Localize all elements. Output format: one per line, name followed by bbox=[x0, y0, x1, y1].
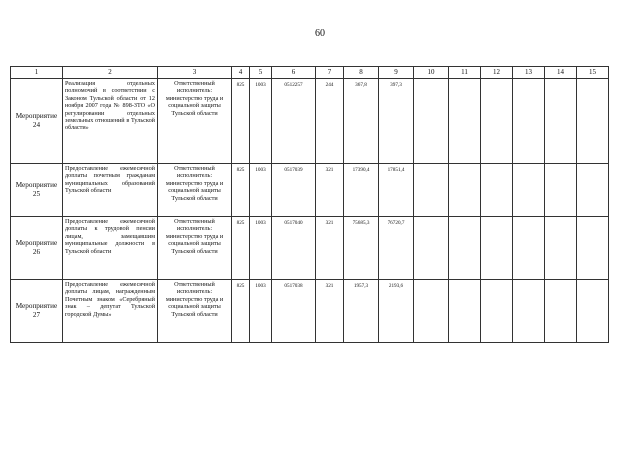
page-number: 60 bbox=[315, 28, 325, 39]
cell-expense-code: 321 bbox=[316, 164, 344, 217]
cell-amount-9: 76720,7 bbox=[379, 217, 414, 280]
cell-ministry-code: 825 bbox=[232, 164, 250, 217]
column-header: 1 bbox=[11, 67, 63, 79]
cell-amount-9: 397,3 bbox=[379, 79, 414, 164]
empty-cell bbox=[481, 280, 513, 343]
empty-cell bbox=[545, 79, 577, 164]
program-table bbox=[10, 66, 609, 343]
empty-cell bbox=[449, 164, 481, 217]
column-header: 11 bbox=[449, 67, 481, 79]
cell-section-code: 1003 bbox=[250, 79, 272, 164]
empty-cell bbox=[481, 79, 513, 164]
measure-label: Мероприятие 27 bbox=[11, 280, 63, 343]
column-header: 12 bbox=[481, 67, 513, 79]
measure-label: Мероприятие 24 bbox=[11, 79, 63, 164]
column-header: 15 bbox=[577, 67, 609, 79]
empty-cell bbox=[513, 280, 545, 343]
empty-cell bbox=[513, 164, 545, 217]
cell-amount-8: 1957,3 bbox=[344, 280, 379, 343]
cell-target-code: 0517039 bbox=[272, 164, 316, 217]
measure-description: Реализация отдельных полномочий в соответствии с Законом Тульской области от 12 ноября 2007 года № 898-ЗТО «О регулировании отдельных земельных отношений в Тульской области» bbox=[63, 79, 158, 164]
empty-cell bbox=[577, 79, 609, 164]
cell-ministry-code: 825 bbox=[232, 280, 250, 343]
column-header: 5 bbox=[250, 67, 272, 79]
measure-executor: Ответственный исполнитель: министерство труда и социальной защиты Тульской области bbox=[158, 79, 232, 164]
column-header: 7 bbox=[316, 67, 344, 79]
empty-cell bbox=[513, 217, 545, 280]
table-row bbox=[11, 164, 609, 217]
empty-cell bbox=[481, 217, 513, 280]
empty-cell bbox=[414, 217, 449, 280]
cell-amount-9: 2193,6 bbox=[379, 280, 414, 343]
column-header: 3 bbox=[158, 67, 232, 79]
table-row bbox=[11, 280, 609, 343]
measure-executor: Ответственный исполнитель: министерство труда и социальной защиты Тульской области bbox=[158, 280, 232, 343]
empty-cell bbox=[577, 164, 609, 217]
empty-cell bbox=[545, 164, 577, 217]
empty-cell bbox=[414, 79, 449, 164]
cell-expense-code: 244 bbox=[316, 79, 344, 164]
measure-description: Предоставление ежемесячной доплаты лицам, награжденным Почетным знаком «Серебряный знак – депутат Тульской городской Думы» bbox=[63, 280, 158, 343]
empty-cell bbox=[577, 280, 609, 343]
cell-amount-8: 367,8 bbox=[344, 79, 379, 164]
empty-cell bbox=[481, 164, 513, 217]
table-row bbox=[11, 217, 609, 280]
column-header: 4 bbox=[232, 67, 250, 79]
measure-description: Предоставление ежемесячной доплаты почетным гражданам муниципальных образований Тульской области bbox=[63, 164, 158, 217]
cell-section-code: 1003 bbox=[250, 280, 272, 343]
cell-amount-8: 75685,3 bbox=[344, 217, 379, 280]
measure-description: Предоставление ежемесячной доплаты к трудовой пенсии лицам, замещавшим муниципальные должности в Тульской области bbox=[63, 217, 158, 280]
measure-executor: Ответственный исполнитель: министерство труда и социальной защиты Тульской области bbox=[158, 164, 232, 217]
column-header: 14 bbox=[545, 67, 577, 79]
empty-cell bbox=[513, 79, 545, 164]
measure-label: Мероприятие 25 bbox=[11, 164, 63, 217]
column-header: 13 bbox=[513, 67, 545, 79]
empty-cell bbox=[449, 280, 481, 343]
cell-ministry-code: 825 bbox=[232, 217, 250, 280]
cell-target-code: 0512257 bbox=[272, 79, 316, 164]
measure-label: Мероприятие 26 bbox=[11, 217, 63, 280]
column-header: 9 bbox=[379, 67, 414, 79]
cell-section-code: 1003 bbox=[250, 217, 272, 280]
cell-target-code: 0517038 bbox=[272, 280, 316, 343]
column-header: 2 bbox=[63, 67, 158, 79]
empty-cell bbox=[414, 280, 449, 343]
measure-executor: Ответственный исполнитель: министерство труда и социальной защиты Тульской области bbox=[158, 217, 232, 280]
cell-ministry-code: 825 bbox=[232, 79, 250, 164]
header-row bbox=[11, 67, 609, 79]
cell-amount-9: 17851,4 bbox=[379, 164, 414, 217]
cell-expense-code: 321 bbox=[316, 280, 344, 343]
table-row bbox=[11, 79, 609, 164]
cell-amount-8: 17390,4 bbox=[344, 164, 379, 217]
empty-cell bbox=[545, 217, 577, 280]
column-header: 8 bbox=[344, 67, 379, 79]
empty-cell bbox=[449, 79, 481, 164]
cell-section-code: 1003 bbox=[250, 164, 272, 217]
column-header: 10 bbox=[414, 67, 449, 79]
column-header: 6 bbox=[272, 67, 316, 79]
empty-cell bbox=[577, 217, 609, 280]
empty-cell bbox=[545, 280, 577, 343]
cell-target-code: 0517040 bbox=[272, 217, 316, 280]
cell-expense-code: 321 bbox=[316, 217, 344, 280]
empty-cell bbox=[449, 217, 481, 280]
empty-cell bbox=[414, 164, 449, 217]
